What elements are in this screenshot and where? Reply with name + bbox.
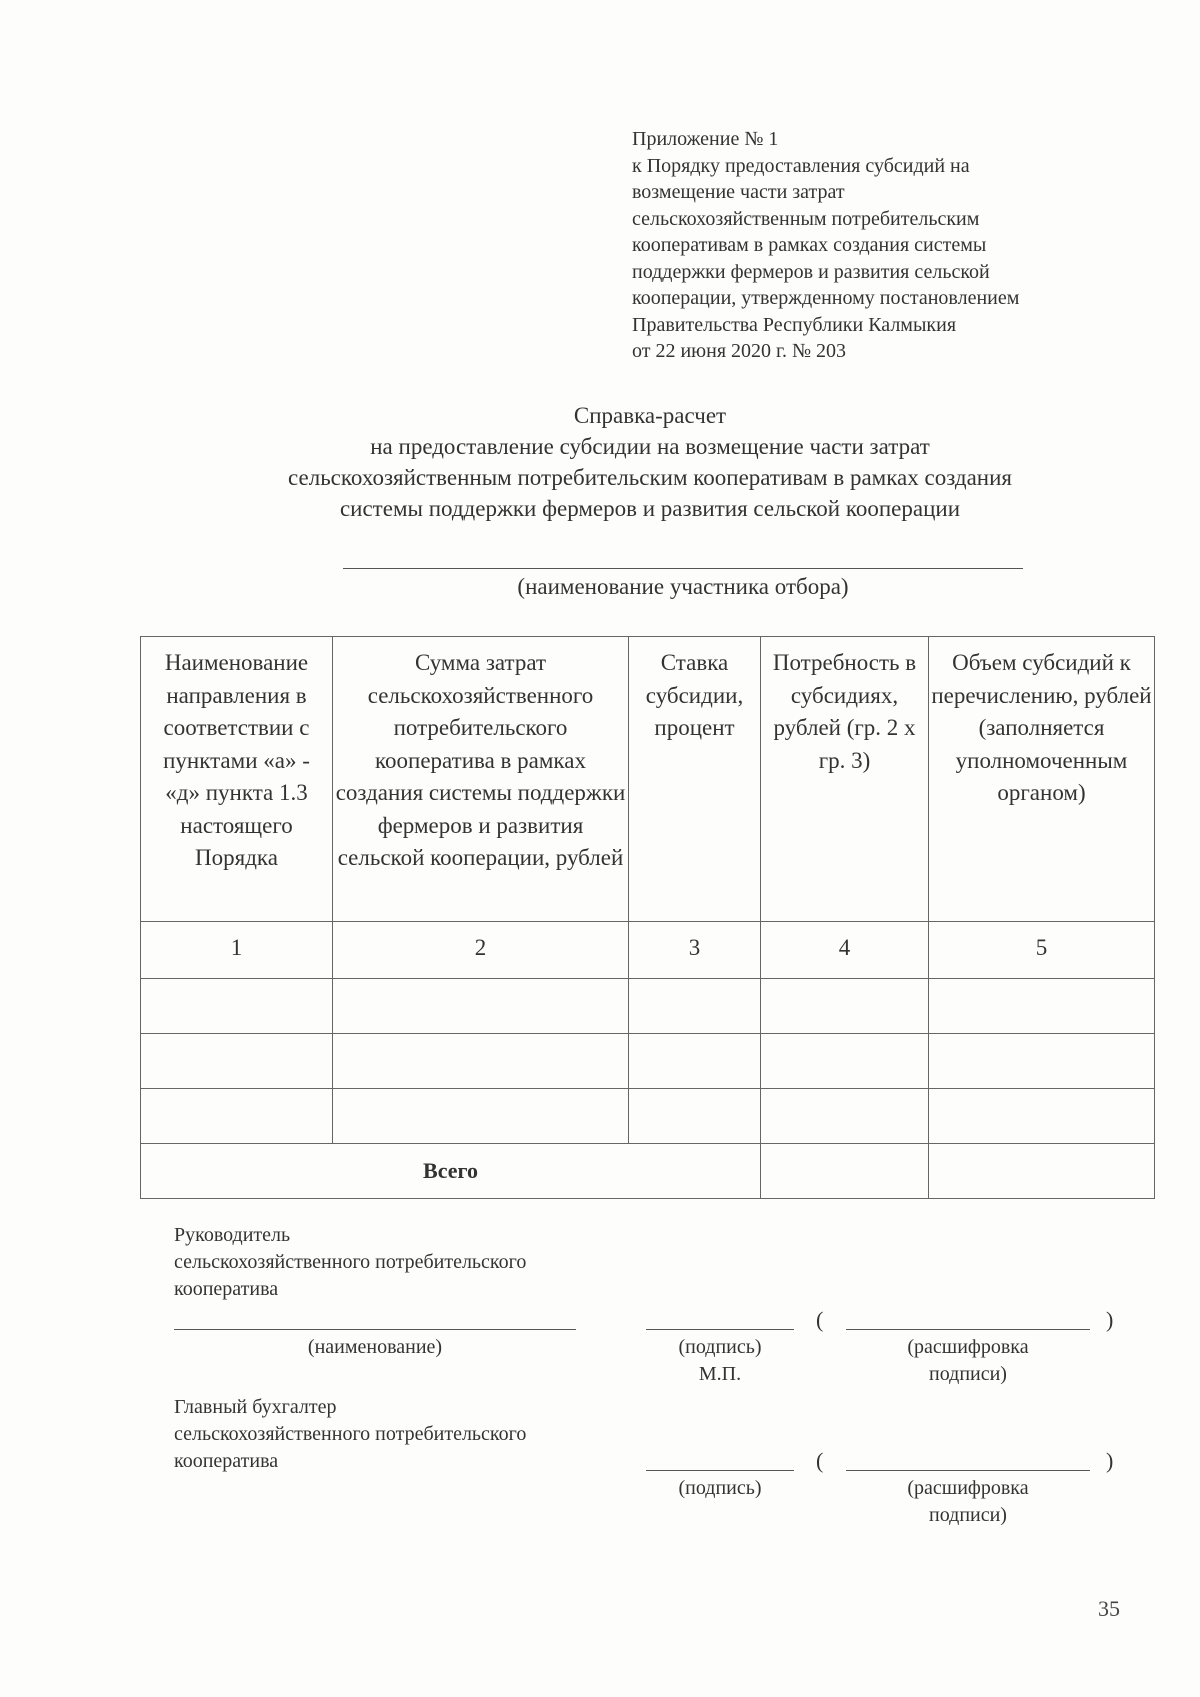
close-paren: ) xyxy=(1106,1448,1114,1473)
appendix-line: Правительства Республики Калмыкия xyxy=(632,313,957,336)
appendix-line: к Порядку предоставления субсидий на xyxy=(632,154,970,177)
title-line: Справка-расчет xyxy=(573,403,727,428)
table-cell[interactable] xyxy=(761,979,929,1034)
head-decode-caption xyxy=(846,1334,1090,1388)
table-cell[interactable] xyxy=(333,1089,629,1144)
page-number: 35 xyxy=(1098,1596,1120,1621)
column-number-row xyxy=(141,922,1155,979)
signature-label-line: сельскохозяйственного потребительского xyxy=(174,1251,527,1273)
column-number: 5 xyxy=(929,922,1155,979)
table-header-row xyxy=(141,637,1155,922)
table-cell[interactable] xyxy=(629,1089,761,1144)
open-paren: ( xyxy=(816,1307,824,1332)
decode-caption-line: (расшифровка xyxy=(907,1336,1029,1358)
column-number: 3 xyxy=(629,922,761,979)
table-cell[interactable] xyxy=(761,1034,929,1089)
stamp-caption: М.П. xyxy=(698,1363,742,1385)
header-cell-volume: Объем субсидий к перечислению, рублей (заполняется уполномоченным органом) xyxy=(929,637,1155,922)
appendix-line: возмещение части затрат xyxy=(632,181,845,203)
total-label: Всего xyxy=(141,1144,761,1199)
column-number: 4 xyxy=(761,922,929,979)
appendix-line: поддержки фермеров и развития сельской xyxy=(632,260,990,283)
appendix-line: кооперативам в рамках создания системы xyxy=(632,234,987,256)
decode-caption-line: подписи) xyxy=(929,1363,1007,1385)
table-cell[interactable] xyxy=(333,979,629,1034)
table-cell[interactable] xyxy=(333,1034,629,1089)
head-signature-line[interactable] xyxy=(646,1329,794,1330)
appendix-line: от 22 июня 2020 г. № 203 xyxy=(632,340,847,362)
head-name-line[interactable] xyxy=(174,1329,576,1330)
signature-label-line: Главный бухгалтер xyxy=(174,1396,337,1418)
appendix-line: кооперации, утвержденному постановлением xyxy=(632,287,1020,309)
accountant-signature-label xyxy=(174,1394,526,1475)
accountant-signature-line[interactable] xyxy=(646,1470,794,1471)
participant-name-line[interactable] xyxy=(343,568,1023,569)
header-cell-direction: Наименование направления в соответствии с пунктами «а» - «д» пункта 1.3 настоящего Порядка xyxy=(141,637,333,922)
table-cell[interactable] xyxy=(141,1089,333,1144)
column-number: 1 xyxy=(141,922,333,979)
table-cell[interactable] xyxy=(761,1089,929,1144)
open-paren: ( xyxy=(816,1448,824,1473)
document-title xyxy=(100,400,1200,524)
close-paren: ) xyxy=(1106,1307,1114,1332)
total-volume-cell[interactable] xyxy=(929,1144,1155,1199)
table-cell[interactable] xyxy=(141,1034,333,1089)
header-cell-rate: Ставка субсидии, процент xyxy=(629,637,761,922)
table-cell[interactable] xyxy=(929,979,1155,1034)
accountant-decode-caption xyxy=(846,1475,1090,1529)
signature-label-line: кооператива xyxy=(174,1278,279,1300)
column-number: 2 xyxy=(333,922,629,979)
table-row xyxy=(141,1034,1155,1089)
head-signature-caption: (подпись) xyxy=(678,1336,762,1358)
signature-label-line: сельскохозяйственного потребительского xyxy=(174,1423,527,1445)
table-cell[interactable] xyxy=(141,979,333,1034)
participant-caption: (наименование участника отбора) xyxy=(517,574,849,599)
appendix-line: Приложение № 1 xyxy=(632,128,779,150)
appendix-line: сельскохозяйственным потребительским xyxy=(632,207,980,230)
table-cell[interactable] xyxy=(929,1089,1155,1144)
decode-caption-line: подписи) xyxy=(929,1504,1007,1526)
table-cell[interactable] xyxy=(629,979,761,1034)
head-decode-line[interactable] xyxy=(846,1329,1090,1330)
title-line: сельскохозяйственным потребительским кооперативам в рамках создания xyxy=(288,465,1012,490)
accountant-decode-line[interactable] xyxy=(846,1470,1090,1471)
appendix-header xyxy=(632,126,1152,365)
head-signature-label xyxy=(174,1222,526,1303)
table-row xyxy=(141,979,1155,1034)
head-name-caption: (наименование) xyxy=(307,1336,443,1358)
table-cell[interactable] xyxy=(929,1034,1155,1089)
decode-caption-line: (расшифровка xyxy=(907,1477,1029,1499)
calculation-table xyxy=(140,636,1155,1199)
table-row xyxy=(141,1089,1155,1144)
table-cell[interactable] xyxy=(629,1034,761,1089)
header-cell-need: Потребность в субсидиях, рублей (гр. 2 х гр. 3) xyxy=(761,637,929,922)
signature-label-line: кооператива xyxy=(174,1450,279,1472)
signature-label-line: Руководитель xyxy=(174,1224,291,1246)
title-line: на предоставление субсидии на возмещение части затрат xyxy=(370,434,930,459)
title-line: системы поддержки фермеров и развития сельской кооперации xyxy=(339,496,961,521)
total-row xyxy=(141,1144,1155,1199)
accountant-signature-caption: (подпись) xyxy=(678,1477,762,1499)
header-cell-costs: Сумма затрат сельскохозяйственного потребительского кооператива в рамках создания системы поддержки фермеров и развития сельской кооперации, рублей xyxy=(333,637,629,922)
total-need-cell[interactable] xyxy=(761,1144,929,1199)
